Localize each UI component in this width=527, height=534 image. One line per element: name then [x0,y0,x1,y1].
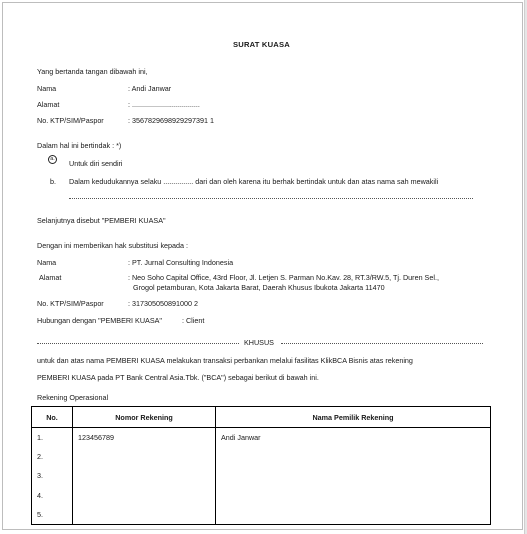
khusus-label: KHUSUS [244,338,274,347]
table-row [32,428,491,448]
row-account-owner [216,447,491,466]
grantee-address-label: Alamat [39,273,62,282]
account-table [31,406,491,525]
row-no: 5. [32,505,73,525]
row-account-owner: Andi Janwar [216,428,491,448]
khusus-right-rule [281,343,483,344]
grantor-id-label: No. KTP/SIM/Paspor [37,116,104,125]
option-b-marker: b. [50,177,56,186]
row-account-number [73,466,216,485]
table-row [32,486,491,505]
acting-label: Dalam hal ini bertindak : *) [37,141,122,150]
row-no: 4. [32,486,73,505]
document-title: SURAT KUASA [233,40,290,49]
row-account-owner [216,486,491,505]
table-header-row [32,407,491,428]
grantee-address-line2: Grogol petamburan, Kota Jakarta Barat, Daerah Khusus Ibukota Jakarta 11470 [133,283,385,292]
relationship-label: Hubungan dengan "PEMBERI KUASA" [37,316,162,325]
intro-text: Yang bertanda tangan dibawah ini, [37,67,148,76]
table-row [32,505,491,525]
row-no: 3. [32,466,73,485]
grantee-name-label: Nama [37,258,57,267]
grantor-address-label: Alamat [37,100,60,109]
row-account-number [73,447,216,466]
row-account-number: 123456789 [73,428,216,448]
row-account-owner [216,466,491,485]
substitution-intro: Dengan ini memberikan hak substitusi kepada : [37,241,189,250]
row-no: 2. [32,447,73,466]
row-account-number [73,486,216,505]
pemberi-kuasa-note: Selanjutnya disebut "PEMBERI KUASA" [37,216,166,225]
grantor-id-value: : 3567829698929297391 1 [128,116,214,125]
table-row [32,466,491,485]
option-a-text: Untuk diri sendiri [69,159,123,168]
grantee-id-label: No. KTP/SIM/Paspor [37,299,104,308]
header-account-owner: Nama Pemilik Rekening [216,407,491,428]
header-account-number: Nomor Rekening [73,407,216,428]
row-account-number [73,505,216,525]
grantor-address-value: : .................................. [128,100,200,109]
grantee-address-line1: : Neo Soho Capital Office, 43rd Floor, Jl. Letjen S. Parman No.Kav. 28, RT.3/RW.5, Tj. Duren Sel., [128,273,439,282]
rekening-title: Rekening Operasional [37,393,109,402]
header-no: No. [32,407,73,428]
khusus-left-rule [37,343,239,344]
relationship-value: : Client [182,316,205,325]
option-a-marker: a. [48,155,57,164]
table-row [32,447,491,466]
grantee-id-value: : 317305050891000 2 [128,299,198,308]
khusus-text-line2: PEMBERI KUASA pada PT Bank Central Asia.Tbk. ("BCA") sebagai berikut di bawah ini. [37,373,319,382]
khusus-text-line1: untuk dan atas nama PEMBERI KUASA melakukan transaksi perbankan melalui fasilitas KlikBCA Bisnis atas rekening [37,356,413,365]
row-no: 1. [32,428,73,448]
option-b-text: Dalam kedudukannya selaku ............... dari dan oleh karena itu berhak bertindak untuk dan atas nama sah mewakili [69,177,439,186]
grantor-name-label: Nama [37,84,57,93]
grantee-name-value: : PT. Jurnal Consulting Indonesia [128,258,234,267]
option-b-fill-line [69,198,473,199]
row-account-owner [216,505,491,525]
grantor-name-value: : Andi Janwar [128,84,172,93]
